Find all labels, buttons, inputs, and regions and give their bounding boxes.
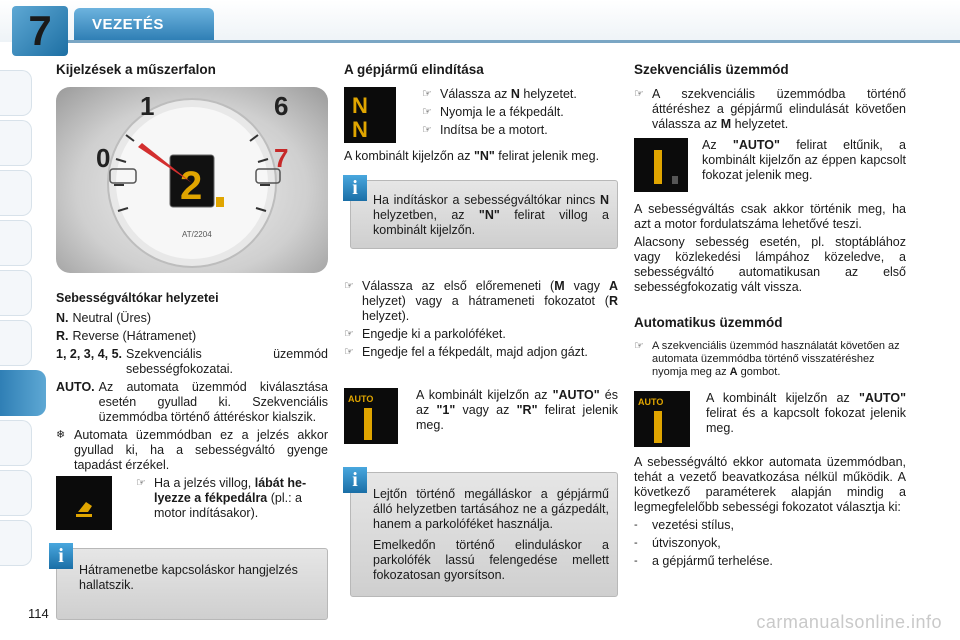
chapter-tab-3 bbox=[0, 170, 32, 216]
auto-1-display-icon bbox=[344, 388, 398, 444]
chapter-tab-10 bbox=[0, 520, 32, 566]
snowflake-icon: ❄ bbox=[56, 429, 66, 441]
lamp-note-block bbox=[56, 476, 328, 530]
start-step-1: ☞ Válassza az N helyzetet. bbox=[422, 87, 577, 101]
gear-display-s bbox=[216, 197, 224, 207]
start-step-3: ☞ Indítsa be a motort. bbox=[422, 123, 548, 137]
def-row-r: R. Reverse (Hátramenet) bbox=[56, 329, 197, 343]
section-title-dashboard: Kijelzések a műszerfalon bbox=[56, 62, 216, 77]
chapter-title-tab bbox=[74, 8, 214, 40]
gear-display-digit: 2 bbox=[180, 164, 203, 208]
info-icon: i bbox=[343, 175, 367, 201]
watermark: carmanualsonline.info bbox=[756, 612, 942, 632]
tachometer-svg bbox=[56, 87, 328, 273]
def-row-auto: AUTO. Az automata üzemmód kiválasztása esetén gyullad ki. Szekvenciális üzemmódba történő áttéréskor kialszik. bbox=[56, 380, 328, 424]
drive-step-1: ☞ Válassza az első előremeneti (M vagy A helyzet) vagy a hátrameneti fokozatot (R helyzet). bbox=[344, 279, 618, 323]
brake-foot-lamp-icon bbox=[56, 476, 112, 530]
chapter-tab-7-active bbox=[0, 370, 46, 416]
gauge-digit-0: 0 bbox=[96, 143, 111, 173]
auto-1-text: A kombinált kijelzőn az "AUTO" és az "1" vagy az "R" felirat jelenik meg. bbox=[416, 388, 618, 432]
param-item-2: - útviszonyok, bbox=[634, 536, 721, 550]
automatic-step: ☞ A szekvenciális üzemmód használatát követően az automata üzemmódba történő visszatéréshez nyomja meg az A gombot. bbox=[634, 340, 900, 378]
info-box-reverse: i Hátramenetbe kapcsoláskor hangjelzés hallatszik. bbox=[56, 548, 328, 620]
sequential-display-text: Az "AUTO" felirat eltűnik, a kombinált kijelzőn az éppen kapcsolt fokozat jelenik meg. bbox=[702, 138, 907, 182]
sequential-step: ☞ A szekvenciális üzemmódba történő áttéréshez a gépjármű elindulását követően válassza az M helyzetet. bbox=[634, 87, 906, 131]
n-display-icon bbox=[344, 87, 396, 143]
legend-title: Sebességváltókar helyzetei bbox=[56, 291, 219, 305]
snow-note: ❄ Automata üzemmódban ez a jelzés akkor gyullad ki, ha a sebességváltó gyenge tapadást érzékel. bbox=[56, 428, 328, 472]
lamp-note: ☞ Ha a jelzés villog, lábát helyezze a fékpedálra (pl.: a motor indításakor). bbox=[136, 476, 307, 520]
shift-condition-text: A sebességváltás csak akkor történik meg, ha azt a motor fordulatszáma lehetővé teszi. bbox=[634, 202, 906, 231]
chapter-tab-5 bbox=[0, 270, 32, 316]
auto-display-block bbox=[344, 388, 618, 444]
chapter-number-badge bbox=[12, 6, 68, 56]
automatic-display-text: A kombinált kijelzőn az "AUTO" felirat és a kapcsolt fokozat jelenik meg. bbox=[706, 391, 906, 435]
section-title-starting: A gépjármű elindítása bbox=[344, 62, 484, 77]
def-row-gears: 1, 2, 3, 4, 5. Szekvenciális üzemmód sebességfokozatai. bbox=[56, 347, 328, 376]
svg-text:AUTO: AUTO bbox=[348, 394, 374, 404]
instrument-gauge-image bbox=[56, 87, 328, 273]
svg-text:N: N bbox=[352, 117, 368, 142]
gauge-digit-6: 6 bbox=[274, 91, 289, 121]
gauge-code: AT/2204 bbox=[182, 230, 212, 239]
info-box-n-blink: i Ha indításkor a sebességváltókar nincs N helyzetben, az "N" felirat villog a kombinált kijelzőn. bbox=[350, 180, 618, 249]
chapter-tab-9 bbox=[0, 470, 32, 516]
page-number: 114 bbox=[28, 606, 49, 621]
header-rule bbox=[60, 40, 960, 43]
svg-text:N: N bbox=[352, 93, 368, 118]
start-steps-block bbox=[344, 87, 618, 143]
param-item-1: - vezetési stílus, bbox=[634, 518, 734, 532]
drive-step-3: ☞ Engedje fel a fékpedált, majd adjon gázt. bbox=[344, 345, 588, 359]
automatic-display-block bbox=[634, 391, 906, 447]
info-icon: i bbox=[343, 467, 367, 493]
info-icon: i bbox=[49, 543, 73, 569]
sequential-display-block bbox=[634, 138, 906, 192]
column-dashboard bbox=[56, 56, 328, 620]
section-title-sequential: Szekvenciális üzemmód bbox=[634, 62, 789, 77]
chapter-tab-1 bbox=[0, 70, 32, 116]
chapter-tab-2 bbox=[0, 120, 32, 166]
combined-n-text: A kombinált kijelzőn az "N" felirat jelenik meg. bbox=[344, 149, 600, 163]
automatic-description: A sebességváltó ekkor automata üzemmódban, tehát a vezető beavatkozása nélkül működik. A következő paraméterek alapján mindig a legmegfelelőbb sebességi fokozatot választja ki: bbox=[634, 455, 906, 514]
column-starting bbox=[344, 56, 618, 597]
info-box-slope: i Lejtőn történő megálláskor a gépjármű álló helyzetben tartásához ne a gázpedált, hanem a parkolóféket használja. Emelkedőn történő elinduláskor a parkolófék lassú felengedése mellett fokozatosan gyorsítson. bbox=[350, 472, 618, 597]
svg-text:AUTO: AUTO bbox=[638, 397, 664, 407]
gauge-digit-1: 1 bbox=[140, 91, 155, 121]
param-item-3: - a gépjármű terhelése. bbox=[634, 554, 773, 568]
column-sequential bbox=[634, 56, 906, 572]
chapter-tab-8 bbox=[0, 420, 32, 466]
gear-1-display-icon bbox=[634, 138, 688, 192]
auto-gear-display-icon bbox=[634, 391, 690, 447]
chapter-title: VEZETÉS bbox=[92, 15, 164, 33]
drive-step-2: ☞ Engedje ki a parkolóféket. bbox=[344, 327, 506, 341]
def-row-n: N. Neutral (Üres) bbox=[56, 311, 151, 325]
chapter-tab-6 bbox=[0, 320, 32, 366]
gauge-digit-7: 7 bbox=[274, 143, 289, 173]
start-step-2: ☞ Nyomja le a fékpedált. bbox=[422, 105, 564, 119]
chapter-number: 7 bbox=[28, 7, 52, 54]
chapter-tab-4 bbox=[0, 220, 32, 266]
auto-downshift-text: Alacsony sebesség esetén, pl. stoptáblához vagy közlekedési lámpához közeledve, a sebességváltó automatikusan az első sebességfokozatig vált vissza. bbox=[634, 235, 906, 294]
section-title-automatic: Automatikus üzemmód bbox=[634, 315, 783, 330]
